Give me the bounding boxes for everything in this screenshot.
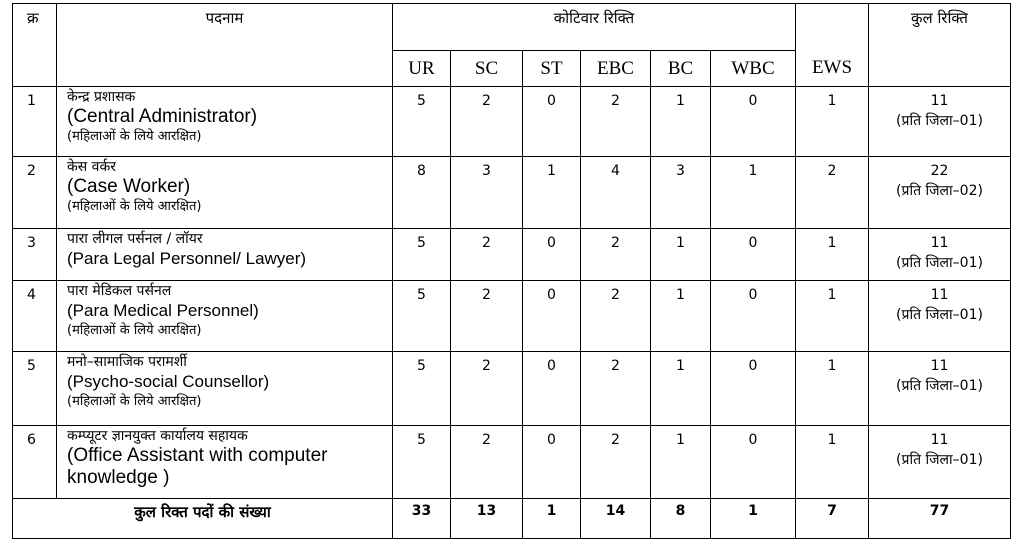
total-row [13,499,1011,539]
post-name-hindi: मनो–सामाजिक परामर्शी [67,354,187,370]
post-cell [57,281,393,352]
row-sno: 6 [13,426,57,499]
sno-header: क्र [13,4,57,87]
value-bc: 1 [651,281,711,352]
total-value: 11 [930,432,949,448]
value-wbc: 0 [711,87,796,157]
value-st: 1 [523,157,581,229]
post-name-english: (Para Legal Personnel/ Lawyer) [67,249,307,268]
value-ews: 1 [796,87,869,157]
value-ews: 1 [796,352,869,426]
value-sc: 2 [451,229,523,281]
value-sc: 2 [451,281,523,352]
total-posts-label: कुल रिक्त पदों की संख्या [13,499,393,539]
value-ur: 5 [393,426,451,499]
footer-wbc: 1 [711,499,796,539]
value-ebc: 2 [581,352,651,426]
vacancy-table [12,3,1011,539]
category-wbc: WBC [711,51,796,87]
post-name-english: (Case Worker) [67,176,191,197]
footer-ebc: 14 [581,499,651,539]
value-ews: 2 [796,157,869,229]
total-value: 11 [930,358,949,374]
post-note: (महिलाओं के लिये आरक्षित) [67,394,202,409]
footer-bc: 8 [651,499,711,539]
value-wbc: 1 [711,157,796,229]
value-st: 0 [523,87,581,157]
vacancy-table-wrapper [12,3,1011,539]
value-ur: 5 [393,87,451,157]
total-cell [869,352,1011,426]
value-ebc: 2 [581,426,651,499]
table-row [13,352,1011,426]
post-name-english: (Para Medical Personnel) [67,301,259,320]
post-note: (महिलाओं के लिये आरक्षित) [67,199,202,214]
post-name-hindi: पारा लीगल पर्सनल / लॉयर [67,231,203,247]
table-row [13,281,1011,352]
value-bc: 1 [651,229,711,281]
value-wbc: 0 [711,426,796,499]
value-bc: 1 [651,426,711,499]
total-cell [869,281,1011,352]
row-sno: 1 [13,87,57,157]
value-st: 0 [523,281,581,352]
footer-total: 77 [869,499,1011,539]
footer-ews: 7 [796,499,869,539]
total-cell [869,426,1011,499]
row-sno: 5 [13,352,57,426]
post-cell [57,426,393,499]
value-sc: 2 [451,426,523,499]
post-header: पदनाम [57,4,393,87]
value-ews: 1 [796,281,869,352]
category-sc: SC [451,51,523,87]
ews-header-top [796,4,869,51]
category-group-header: कोटिवार रिक्ति [393,4,796,51]
value-ews: 1 [796,229,869,281]
value-sc: 2 [451,352,523,426]
value-bc: 1 [651,352,711,426]
table-row [13,87,1011,157]
value-ur: 5 [393,281,451,352]
total-value: 11 [930,93,949,109]
value-ur: 8 [393,157,451,229]
post-note: (महिलाओं के लिये आरक्षित) [67,323,202,338]
footer-ur: 33 [393,499,451,539]
post-name-hindi: केन्द्र प्रशासक [67,89,136,105]
total-note: (प्रति जिला–01) [896,378,983,394]
category-bc: BC [651,51,711,87]
value-ebc: 2 [581,229,651,281]
total-cell [869,229,1011,281]
post-cell [57,87,393,157]
category-ews: EWS [796,51,869,87]
total-note: (प्रति जिला–01) [896,307,983,323]
post-name-hindi: केस वर्कर [67,159,116,175]
value-wbc: 0 [711,229,796,281]
table-row [13,157,1011,229]
total-note: (प्रति जिला–01) [896,452,983,468]
value-ur: 5 [393,352,451,426]
post-name-hindi: पारा मेडिकल पर्सनल [67,283,172,299]
value-wbc: 0 [711,352,796,426]
total-note: (प्रति जिला–01) [896,113,983,129]
post-cell [57,229,393,281]
post-cell [57,157,393,229]
post-name-english: (Central Administrator) [67,106,258,127]
total-note: (प्रति जिला–01) [896,255,983,271]
header-row [13,4,1011,51]
value-st: 0 [523,229,581,281]
footer-st: 1 [523,499,581,539]
value-bc: 3 [651,157,711,229]
row-sno: 2 [13,157,57,229]
value-st: 0 [523,426,581,499]
post-cell [57,352,393,426]
category-st: ST [523,51,581,87]
row-sno: 4 [13,281,57,352]
value-ur: 5 [393,229,451,281]
footer-sc: 13 [451,499,523,539]
total-cell [869,157,1011,229]
value-ebc: 2 [581,87,651,157]
value-bc: 1 [651,87,711,157]
total-value: 22 [930,163,949,179]
post-name-english: (Office Assistant with computer knowledge ) [67,445,328,488]
total-value: 11 [930,235,949,251]
post-name-hindi: कम्प्यूटर ज्ञानयुक्त कार्यालय सहायक [67,428,248,444]
value-ebc: 2 [581,281,651,352]
total-header: कुल रिक्ति [869,4,1011,87]
total-value: 11 [930,287,949,303]
row-sno: 3 [13,229,57,281]
total-note: (प्रति जिला–02) [896,183,983,199]
total-cell [869,87,1011,157]
table-row [13,229,1011,281]
post-name-english: (Psycho-social Counsellor) [67,372,270,391]
category-ebc: EBC [581,51,651,87]
value-st: 0 [523,352,581,426]
value-sc: 3 [451,157,523,229]
post-note: (महिलाओं के लिये आरक्षित) [67,129,202,144]
value-sc: 2 [451,87,523,157]
category-ur: UR [393,51,451,87]
table-row [13,426,1011,499]
value-ebc: 4 [581,157,651,229]
value-ews: 1 [796,426,869,499]
value-wbc: 0 [711,281,796,352]
